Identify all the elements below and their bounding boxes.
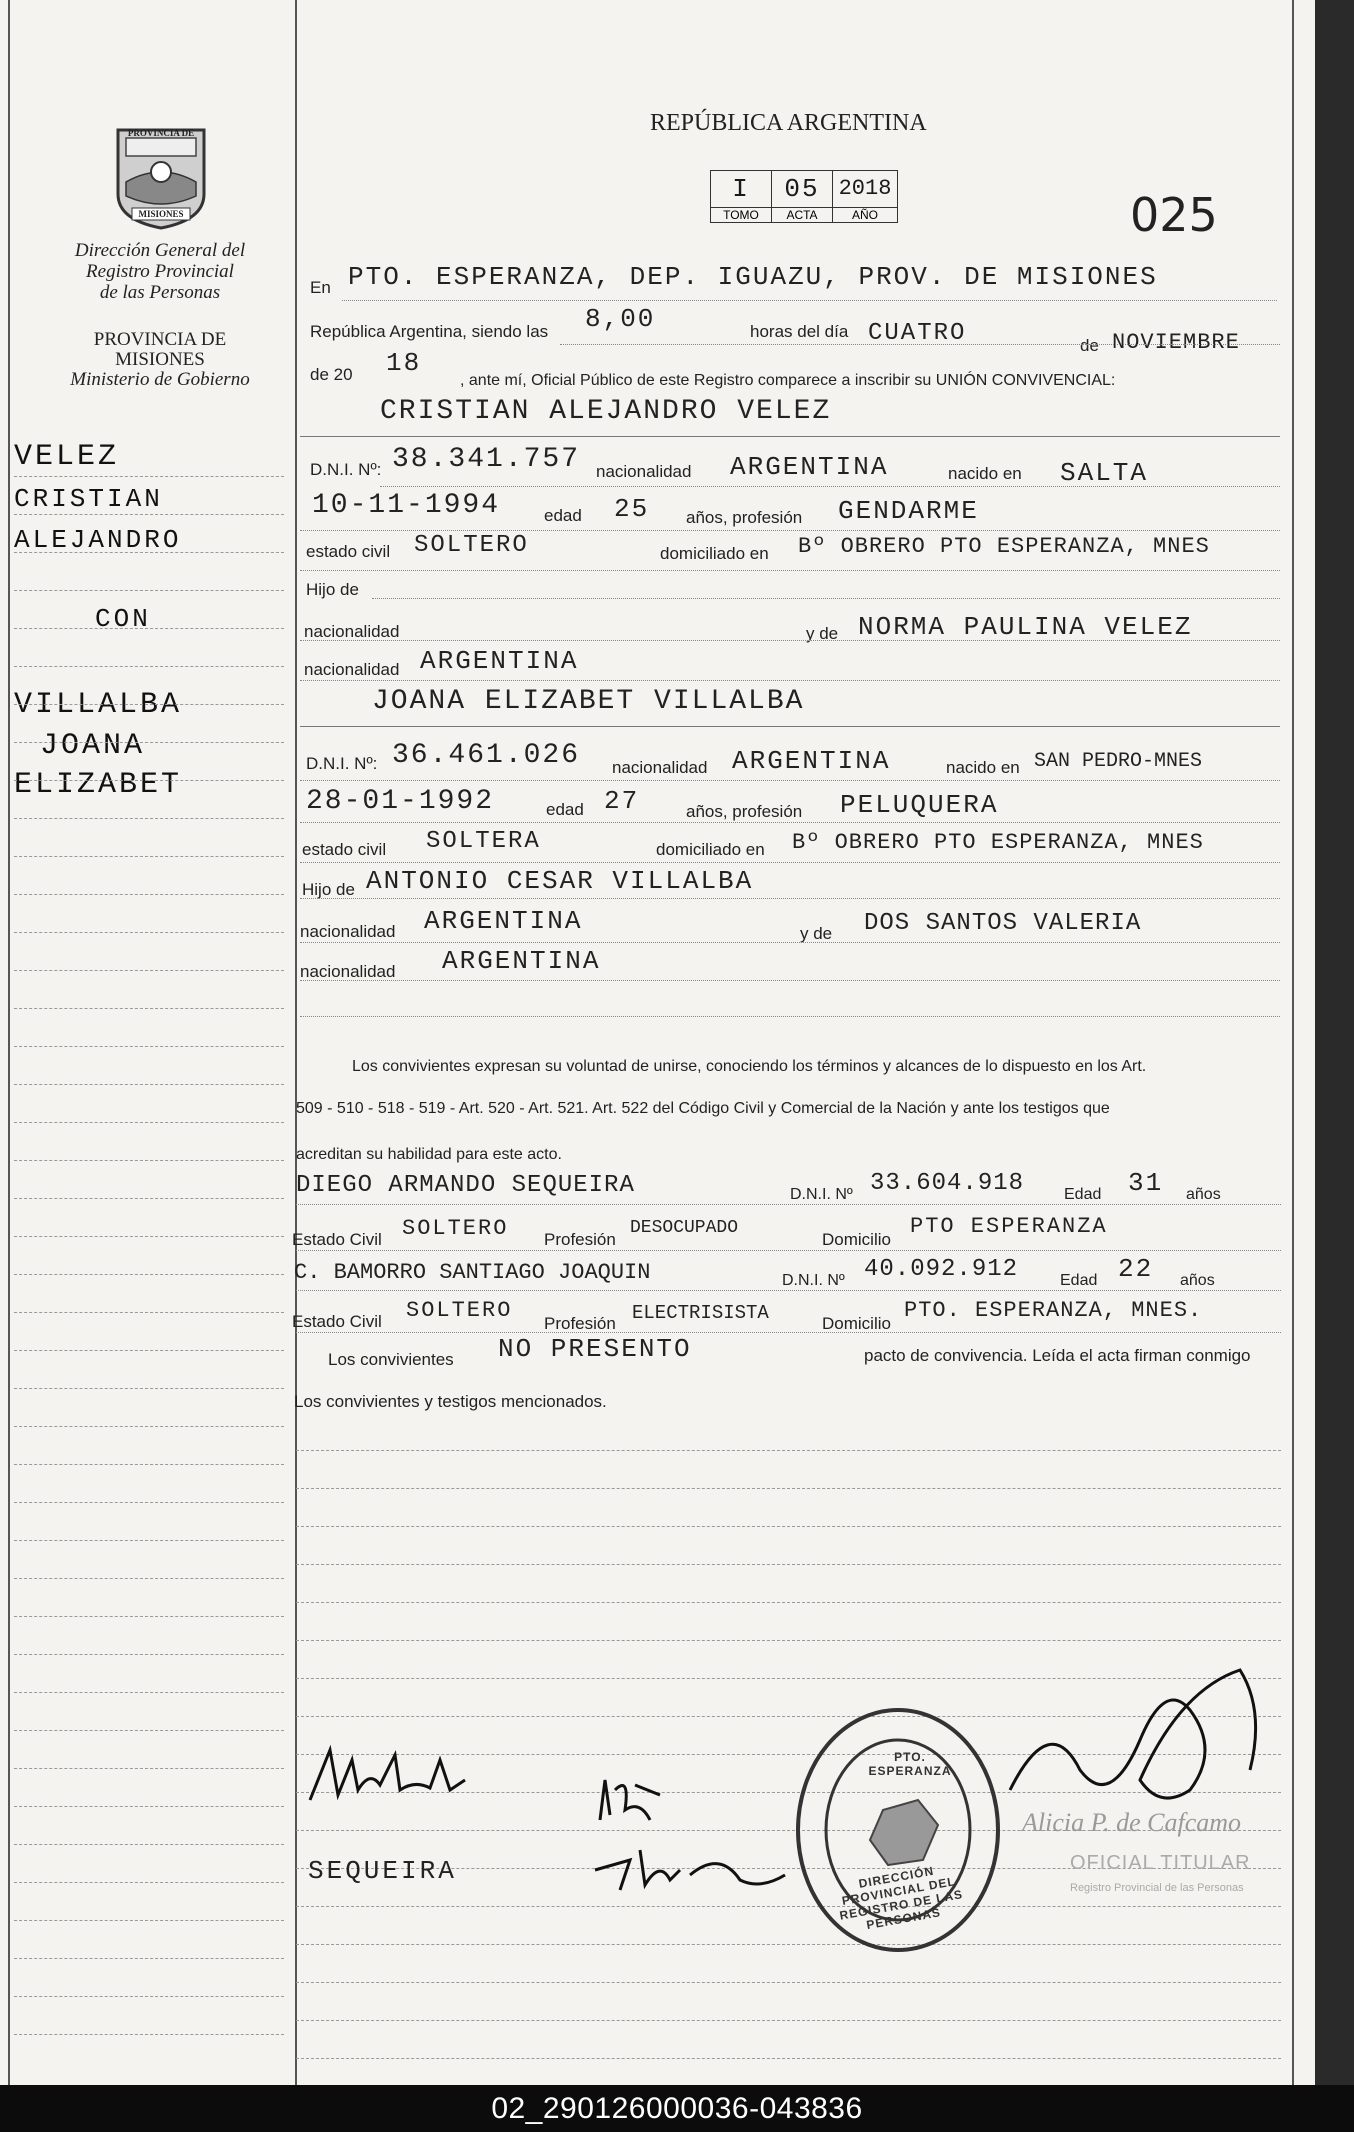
agency-line1: Dirección General del — [74, 240, 246, 261]
w1-profession: DESOCUPADO — [630, 1218, 739, 1238]
month-de-label: de — [1080, 336, 1099, 355]
p1-nat-label: nacionalidad — [596, 462, 692, 481]
margin-rule — [14, 1958, 284, 1959]
p2-mother-label: y de — [800, 924, 833, 943]
intro-year: 18 — [386, 348, 422, 378]
province-block — [40, 330, 280, 390]
w2-profession: ELECTRISISTA — [632, 1302, 769, 1324]
p1-prof-label: años, profesión — [686, 508, 803, 527]
w1-dni: 33.604.918 — [870, 1170, 1025, 1197]
margin-divider-line — [295, 0, 297, 2085]
margin-rule — [14, 1350, 284, 1351]
margin-rule — [14, 1464, 284, 1465]
body-rule — [296, 1602, 1281, 1603]
p1-civil: SOLTERO — [414, 532, 529, 559]
tomo-label: TOMO — [711, 207, 771, 222]
p2-age: 27 — [604, 786, 640, 816]
margin-rule — [14, 1616, 284, 1617]
p2-mother-nat-label: nacionalidad — [300, 962, 396, 981]
p2-dni: 36.461.026 — [392, 740, 581, 771]
margin-rule — [14, 780, 284, 781]
p1-dni: 38.341.757 — [392, 444, 581, 475]
p2-civil-label: estado civil — [302, 840, 387, 859]
margin-rule — [14, 932, 284, 933]
hours-label: horas del día — [750, 322, 849, 341]
margin-con: CON — [95, 604, 151, 634]
sequeira-signature-text: SEQUEIRA — [308, 1856, 457, 1886]
anio-value: 2018 — [838, 176, 892, 201]
margin-rule — [14, 1844, 284, 1845]
seal-text-bottom: MISIONES — [138, 209, 184, 219]
margin-rule — [14, 476, 284, 477]
p1-birthdate: 10-11-1994 — [312, 490, 501, 521]
stamp-center-text: PTO. ESPERANZA — [868, 1750, 952, 1778]
closing-line2: Los convivientes y testigos mencionados. — [294, 1392, 607, 1411]
p2-birthplace: SAN PEDRO-MNES — [1034, 750, 1203, 773]
pacto-label: Los convivientes — [328, 1350, 454, 1369]
body-rule — [296, 1526, 1281, 1527]
tomo-cell — [711, 171, 772, 222]
w2-age: 22 — [1118, 1254, 1154, 1284]
w2-prof-label: Profesión — [544, 1314, 616, 1333]
margin-rule — [14, 894, 284, 895]
p1-civil-label: estado civil — [306, 542, 391, 561]
body-rule — [296, 1564, 1281, 1565]
w1-civil-label: Estado Civil — [292, 1230, 382, 1249]
province-line1: PROVINCIA DE — [93, 329, 227, 350]
margin-rule — [14, 590, 284, 591]
w1-dom-label: Domicilio — [822, 1230, 891, 1249]
intro-day: CUATRO — [868, 320, 967, 347]
intro-hour: 8,00 — [585, 304, 656, 334]
right-edge-line — [1292, 0, 1294, 2085]
p2-born-label: nacido en — [946, 758, 1020, 777]
margin-rule — [14, 970, 284, 971]
p1-age-label: edad — [544, 506, 582, 525]
margin-rule — [14, 1806, 284, 1807]
p2-father-nat-label: nacionalidad — [300, 922, 396, 941]
margin-rule — [14, 1540, 284, 1541]
intro-month: NOVIEMBRE — [1112, 330, 1240, 355]
pacto-rest: pacto de convivencia. Leída el acta firman conmigo — [864, 1346, 1251, 1365]
tomo-value: I — [732, 174, 750, 204]
p2-birthdate: 28-01-1992 — [306, 786, 495, 817]
margin-name-2: CRISTIAN — [14, 484, 163, 514]
agency-line3: de las Personas — [99, 282, 221, 303]
p2-prof-label: años, profesión — [686, 802, 803, 821]
p1-born-label: nacido en — [948, 464, 1022, 483]
legal-line2: 509 - 510 - 518 - 519 - Art. 520 - Art. 521. Art. 522 del Código Civil y Comercial de la Nación y ante los testigos que — [296, 1100, 1110, 1117]
margin-rule — [14, 1274, 284, 1275]
pacto-value: NO PRESENTO — [498, 1334, 692, 1364]
margin-rule — [14, 1122, 284, 1123]
margin-name-4: VILLALBA — [14, 688, 183, 722]
p1-birthplace: SALTA — [1060, 458, 1149, 488]
person1-name: CRISTIAN ALEJANDRO VELEZ — [380, 396, 832, 427]
p1-mother-nat: ARGENTINA — [420, 646, 579, 676]
margin-rule — [14, 1882, 284, 1883]
year-prefix: de 20 — [310, 365, 353, 384]
country-title: REPÚBLICA ARGENTINA — [650, 110, 927, 136]
agency-block — [40, 240, 280, 303]
body-rule — [296, 2020, 1281, 2021]
p2-nat-label: nacionalidad — [612, 758, 708, 777]
republic-label: República Argentina, siendo las — [310, 322, 549, 341]
p1-dom-label: domiciliado en — [660, 544, 769, 563]
w2-name: C. BAMORRO SANTIAGO JOAQUIN — [294, 1260, 651, 1285]
seal-text-top: PROVINCIA DE — [127, 128, 195, 138]
p1-dni-label: D.N.I. Nº: — [310, 460, 382, 479]
official-title: OFICIAL TITULAR — [1070, 1852, 1251, 1874]
margin-rule — [14, 856, 284, 857]
stamp-ring-text: DIRECCIÓN PROVINCIAL DEL REGISTRO DE LAS PERSONAS — [838, 1863, 964, 1933]
w1-years-label: años — [1186, 1186, 1221, 1203]
margin-rule — [14, 1046, 284, 1047]
intro-statement: , ante mí, Oficial Público de este Registro comparece a inscribir su UNIÓN CONVIVENCIAL: — [460, 372, 1116, 389]
barcode-text: 02_290126000036-043836 — [491, 2091, 863, 2125]
margin-rule — [14, 1008, 284, 1009]
margin-rule — [14, 1426, 284, 1427]
p2-civil: SOLTERA — [426, 828, 541, 855]
w2-domicile: PTO. ESPERANZA, MNES. — [904, 1298, 1203, 1323]
acta-value: 05 — [784, 174, 820, 204]
p1-mother-label: y de — [806, 624, 839, 643]
w2-civil-label: Estado Civil — [292, 1312, 382, 1331]
body-rule — [296, 1450, 1281, 1451]
p1-father-nat-label: nacionalidad — [304, 622, 400, 641]
margin-rule — [14, 514, 284, 515]
margin-rule — [14, 552, 284, 553]
p2-mother: DOS SANTOS VALERIA — [864, 910, 1142, 937]
body-rule — [296, 1982, 1281, 1983]
w2-age-label: Edad — [1060, 1272, 1098, 1289]
body-rule — [296, 1488, 1281, 1489]
p2-father: ANTONIO CESAR VILLALBA — [366, 866, 754, 896]
person2-name: JOANA ELIZABET VILLALBA — [372, 686, 805, 717]
margin-rule — [14, 704, 284, 705]
anio-cell — [833, 171, 897, 222]
acta-label: ACTA — [772, 207, 832, 222]
w1-civil: SOLTERO — [402, 1216, 509, 1241]
margin-rule — [14, 2034, 284, 2035]
p1-nationality: ARGENTINA — [730, 452, 889, 482]
legal-line3: acreditan su habilidad para este acto. — [296, 1146, 562, 1163]
agency-line2: Registro Provincial — [86, 261, 234, 282]
barcode-footer — [0, 2085, 1354, 2132]
w2-dni-label: D.N.I. Nº — [782, 1272, 845, 1289]
en-label: En — [310, 278, 331, 297]
p1-profession: GENDARME — [838, 496, 979, 526]
p1-mother-nat-label: nacionalidad — [304, 660, 400, 679]
margin-rule — [14, 1084, 284, 1085]
legal-line1: Los convivientes expresan su voluntad de unirse, conociendo los términos y alcances de lo dispuesto en los Art. — [352, 1058, 1147, 1075]
official-sub: Registro Provincial de las Personas — [1070, 1882, 1244, 1894]
margin-rule — [14, 1654, 284, 1655]
body-rule — [296, 2058, 1281, 2059]
intro-place: PTO. ESPERANZA, DEP. IGUAZU, PROV. DE MISIONES — [348, 262, 1158, 292]
margin-name-6: ELIZABET — [14, 768, 183, 802]
margin-rule — [14, 1388, 284, 1389]
w1-age: 31 — [1128, 1168, 1164, 1198]
margin-rule — [14, 1160, 284, 1161]
p2-profession: PELUQUERA — [840, 790, 999, 820]
p2-dom-label: domiciliado en — [656, 840, 765, 859]
p2-nationality: ARGENTINA — [732, 746, 891, 776]
margin-rule — [14, 628, 284, 629]
ministry-line: Ministerio de Gobierno — [70, 369, 250, 390]
margin-name-3: ALEJANDRO — [14, 525, 182, 555]
p1-age: 25 — [614, 494, 650, 524]
margin-rule — [14, 742, 284, 743]
w1-age-label: Edad — [1064, 1186, 1102, 1203]
acta-cell — [772, 171, 833, 222]
w1-name: DIEGO ARMANDO SEQUEIRA — [296, 1172, 635, 1199]
margin-rule — [14, 1996, 284, 1997]
margin-rule — [14, 1768, 284, 1769]
p1-father-label: Hijo de — [306, 580, 359, 599]
margin-rule — [14, 1578, 284, 1579]
anio-label: AÑO — [833, 207, 897, 222]
signature-cristian — [300, 1740, 480, 1810]
w2-civil: SOLTERO — [406, 1298, 513, 1323]
margin-rule — [14, 1692, 284, 1693]
p2-father-label: Hijo de — [302, 880, 355, 899]
official-name: Alicia P. de Cafcamo — [1022, 1808, 1242, 1837]
tomo-acta-anio-box — [710, 170, 898, 223]
margin-rule — [14, 666, 284, 667]
margin-rule — [14, 1198, 284, 1199]
margin-rule — [14, 818, 284, 819]
margin-rule — [14, 1730, 284, 1731]
p2-dni-label: D.N.I. Nº: — [306, 754, 378, 773]
signature-joana — [590, 1770, 670, 1830]
p1-mother: NORMA PAULINA VELEZ — [858, 612, 1193, 642]
w2-dni: 40.092.912 — [864, 1256, 1019, 1283]
signature-witness2 — [590, 1830, 790, 1900]
w1-domicile: PTO ESPERANZA — [910, 1214, 1108, 1239]
margin-rule — [14, 1920, 284, 1921]
record-number: 025 — [1130, 188, 1218, 242]
margin-name-1: VELEZ — [14, 440, 120, 474]
province-line2: MISIONES — [115, 349, 205, 370]
body-rule — [296, 1640, 1281, 1641]
w2-dom-label: Domicilio — [822, 1314, 891, 1333]
p1-domicile: Bº OBRERO PTO ESPERANZA, MNES — [798, 534, 1210, 559]
p2-father-nat: ARGENTINA — [424, 906, 583, 936]
w1-dni-label: D.N.I. Nº — [790, 1186, 853, 1203]
left-edge-line — [8, 0, 10, 2085]
p2-age-label: edad — [546, 800, 584, 819]
w1-prof-label: Profesión — [544, 1230, 616, 1249]
w2-years-label: años — [1180, 1272, 1215, 1289]
p2-domicile: Bº OBRERO PTO ESPERANZA, MNES — [792, 830, 1204, 855]
margin-name-5: JOANA — [40, 729, 146, 763]
signature-official — [990, 1650, 1270, 1820]
margin-rule — [14, 1236, 284, 1237]
margin-rule — [14, 1502, 284, 1503]
margin-rule — [14, 1312, 284, 1313]
p2-mother-nat: ARGENTINA — [442, 946, 601, 976]
